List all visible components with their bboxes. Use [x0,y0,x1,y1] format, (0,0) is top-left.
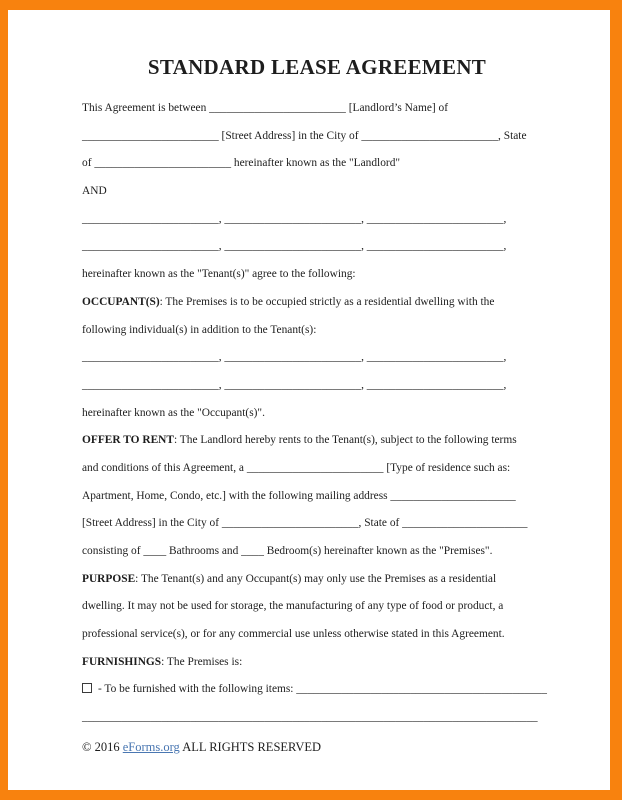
form-line: consisting of ____ Bathrooms and ____ Bedroom(s) hereinafter known as the "Premises". [82,545,493,557]
section-label: FURNISHINGS [82,655,162,668]
form-line: of ________________________ hereinafter known as the "Landlord" [82,157,401,170]
copyright-prefix: © 2016 [82,739,123,754]
form-line: Apartment, Home, Condo, etc.] with the following mailing address ______________________ [82,489,516,502]
form-line: PURPOSE: The Tenant(s) and any Occupant(s) may only use the Premises as a residential [82,572,497,585]
section-label: OCCUPANT(S) [82,295,160,308]
form-line: AND [82,185,107,198]
form-line: following individual(s) in addition to the Tenant(s): [82,323,317,336]
form-line: ________________________, ________________________, ________________________, [82,378,507,391]
footer [82,740,552,755]
form-line: [Street Address] in the City of ________________________, State of ______________________ [82,517,528,530]
form-line: ________________________, ________________________, ________________________, [82,212,507,225]
form-line: OFFER TO RENT: The Landlord hereby rents to the Tenant(s), subject to the following terms [82,434,517,447]
form-line: hereinafter known as the "Tenant(s)" agree to the following: [82,268,356,281]
section-label: OFFER TO RENT [82,434,174,447]
document-body [82,95,552,732]
form-line: and conditions of this Agreement, a ________________________ [Type of residence such as: [82,461,511,474]
form-line: ________________________, ________________________, ________________________, [82,240,507,253]
form-line: ________________________, ________________________, ________________________, [82,351,507,364]
form-line: ________________________ [Street Address] in the City of ________________________, State [82,129,527,142]
document-page [8,10,610,790]
form-line-checkbox: - To be furnished with the following items: ____________________________________________ [82,676,552,704]
form-line: OCCUPANT(S): The Premises is to be occupied strictly as a residential dwelling with the [82,295,495,308]
section-label: PURPOSE [82,572,136,585]
form-line: professional service(s), or for any commercial use unless otherwise stated in this Agreement. [82,628,505,641]
form-line: ________________________________________________________________________________ [82,711,538,724]
copyright-suffix: ALL RIGHTS RESERVED [179,739,322,754]
form-line: This Agreement is between ________________________ [Landlord’s Name] of [82,102,449,114]
form-line: FURNISHINGS: The Premises is: [82,655,243,668]
eforms-link[interactable]: eForms.org [122,739,180,754]
form-line: hereinafter known as the "Occupant(s)". [82,406,265,419]
form-line: dwelling. It may not be used for storage, the manufacturing of any type of food or product, a [82,600,504,613]
document-title: STANDARD LEASE AGREEMENT [147,55,487,79]
checkbox-unchecked-icon[interactable] [82,683,92,693]
